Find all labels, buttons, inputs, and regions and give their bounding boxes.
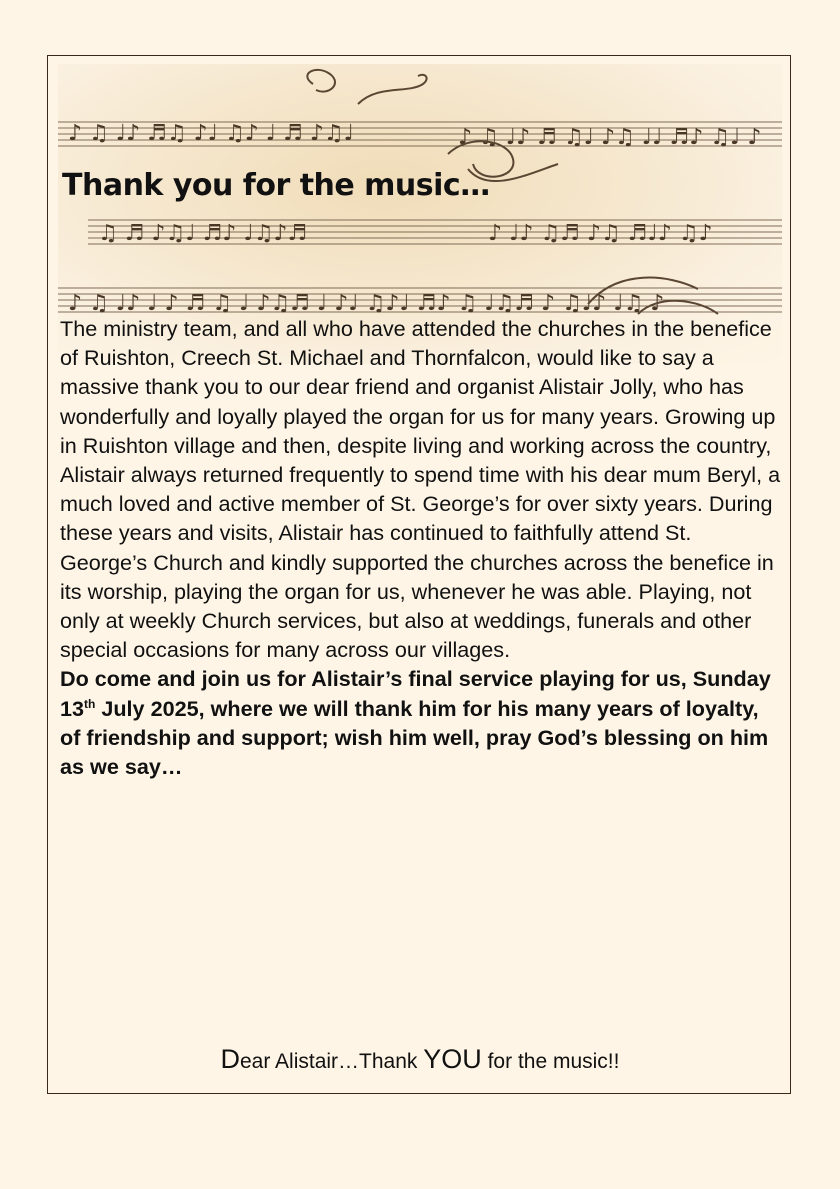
notice-card	[47, 55, 791, 1094]
svg-text:♪ ♫ ♩♪ ♬ ♫♩ ♪♫ ♩♩ ♬♪ ♫♩ ♪: ♪ ♫ ♩♪ ♬ ♫♩ ♪♫ ♩♩ ♬♪ ♫♩ ♪	[458, 125, 762, 150]
svg-text:♪ ♩♪ ♫♬ ♪♫ ♬♩♪ ♫♪: ♪ ♩♪ ♫♬ ♪♫ ♬♩♪ ♫♪	[488, 221, 713, 246]
invitation-paragraph	[60, 664, 782, 781]
closing-part2: for the music!!	[481, 1050, 620, 1073]
invitation-text-end: July 2025, where we will thank him for his many years of loyalty, of friendship and support; wish him well, pray God’s blessing on him as we say…	[60, 695, 769, 780]
body-text	[60, 314, 782, 781]
closing-you: YOU	[423, 1044, 482, 1074]
svg-text:♫ ♬ ♪♫♩ ♬♪ ♩♫♪♬: ♫ ♬ ♪♫♩ ♬♪ ♩♫♪♬	[98, 221, 308, 246]
svg-text:♪ ♫ ♩♪ ♬♫ ♪♩ ♫♪ ♩ ♬ ♪♫♩: ♪ ♫ ♩♪ ♬♫ ♪♩ ♫♪ ♩ ♬ ♪♫♩	[68, 121, 354, 146]
main-paragraph: The ministry team, and all who have attended the churches in the benefice of Ruishton, Creech St. Michael and Thornfalcon, would like to say a massive thank you to our dear friend and organist Alistair Jolly, who has wonderfully and loyally played the organ for us for many years. Growing up in Ruishton village and then, despite living and working across the country, Alistair always returned frequently to spend time with his dear mum Beryl, a much loved and active member of St. George’s for over sixty years. During these years and visits, Alistair has continued to faithfully attend St. George’s Church and kindly supported the churches across the benefice in its worship, playing the organ for us, whenever he was able. Playing, not only at weekly Church services, but also at weddings, funerals and other special occasions for many across our villages.	[60, 316, 781, 663]
svg-text:♪ ♫ ♩♪ ♩ ♪ ♬ ♫ ♩ ♪♫♬ ♩ ♪♩ ♫♪♩: ♪ ♫ ♩♪ ♩ ♪ ♬ ♫ ♩ ♪♫♬ ♩ ♪♩ ♫♪♩ ♬♪ ♫ ♩♫♬ ♪ ♫♩♪ ♩♫ ♪	[68, 291, 665, 316]
closing-part1: ear Alistair…Thank	[240, 1050, 424, 1073]
invitation-text-start: Do come and join us for Alistair’s final service playing for us, Sunday 13	[60, 666, 771, 721]
closing-initial: D	[220, 1044, 240, 1074]
banner-title: Thank you for the music…	[62, 168, 490, 203]
closing-line	[48, 1044, 792, 1075]
date-ordinal-suffix: th	[84, 696, 96, 711]
